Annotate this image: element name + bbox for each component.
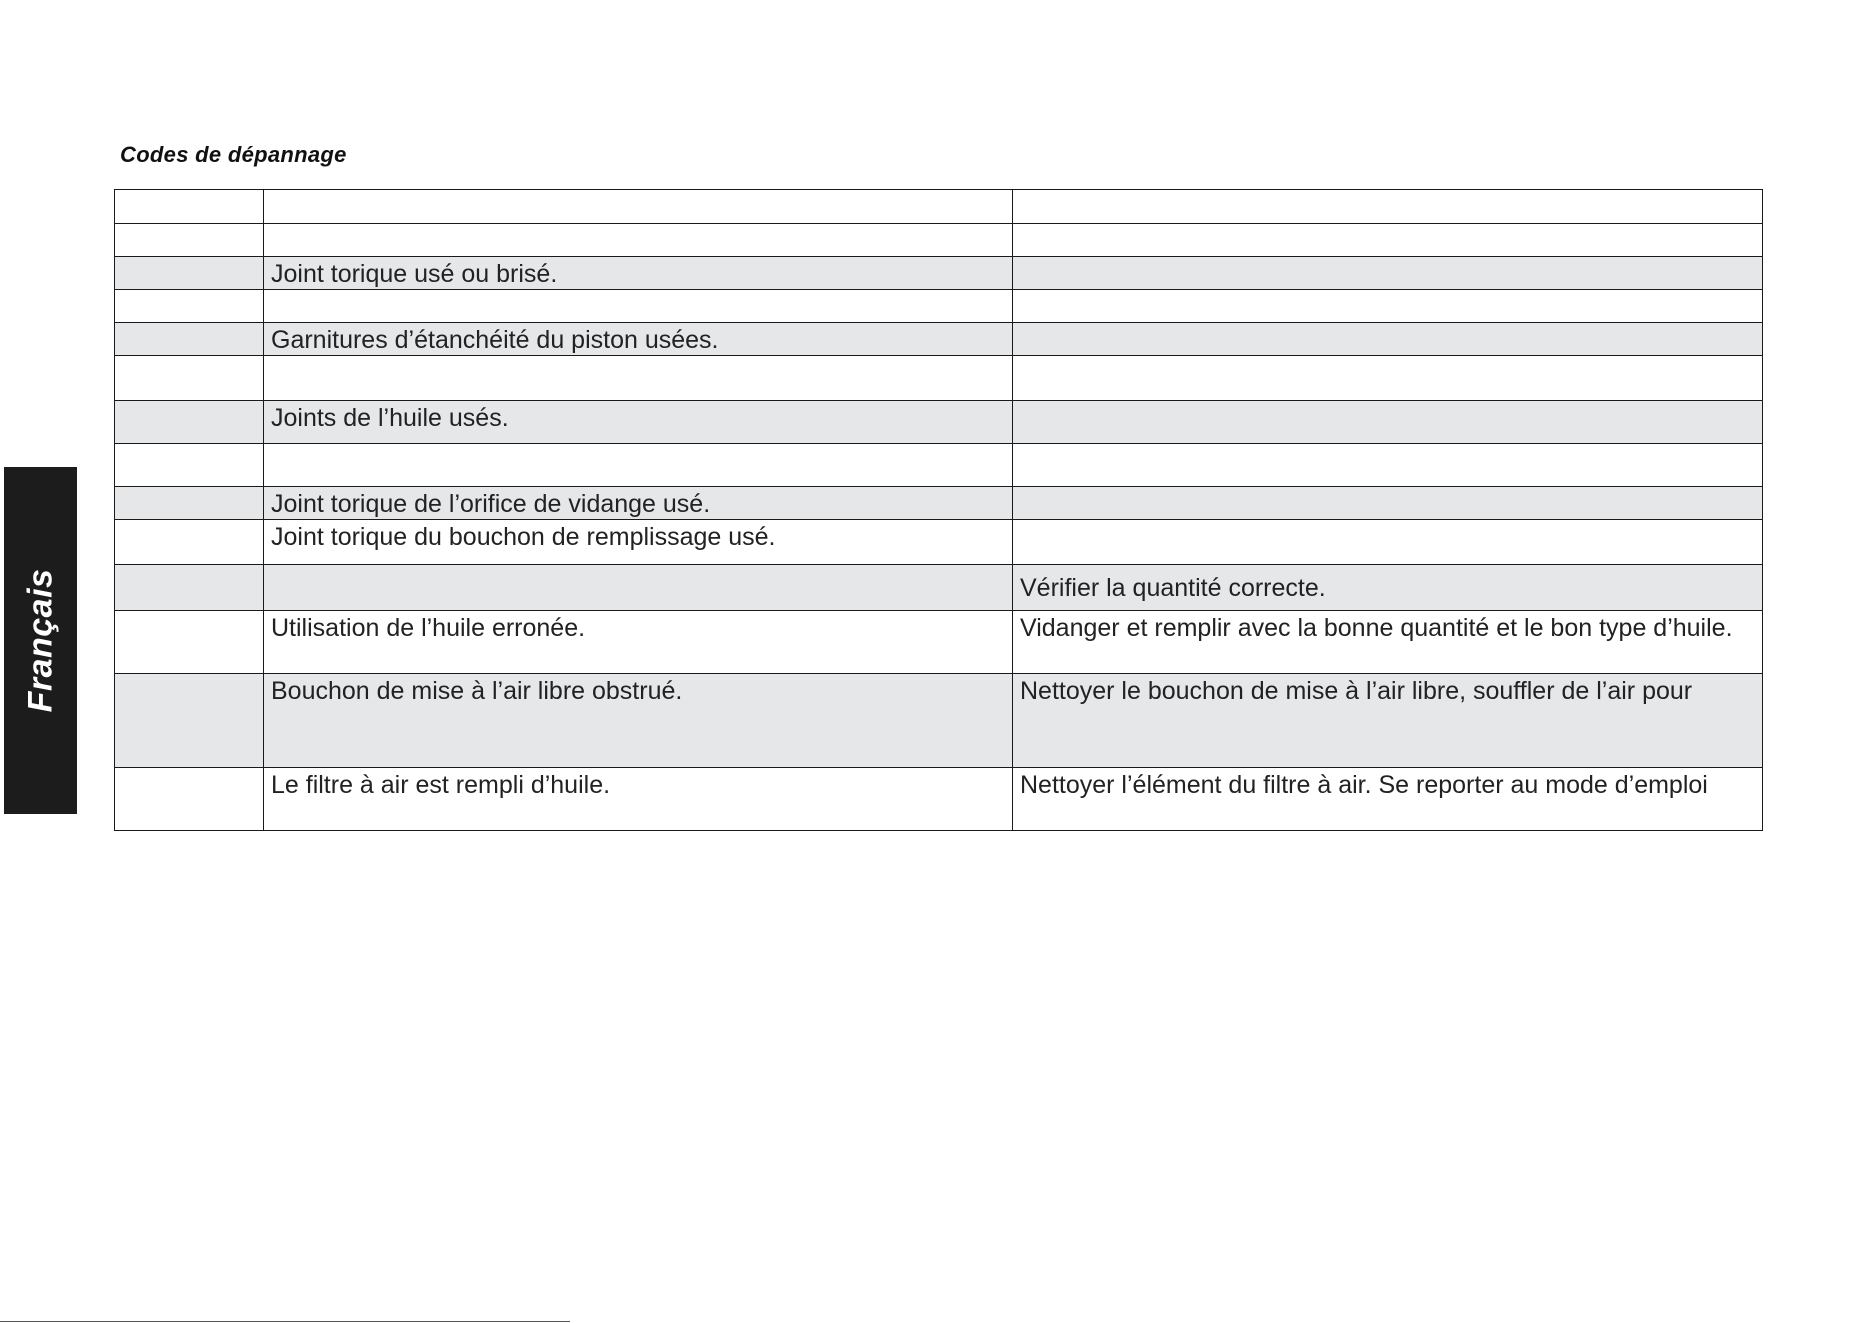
solution-cell [1013, 323, 1763, 356]
section-title: Codes de dépannage [120, 142, 347, 167]
code-cell [115, 356, 264, 401]
code-cell [115, 401, 264, 444]
table-row [115, 323, 1763, 356]
table-row [115, 520, 1763, 565]
solution-cell [1013, 444, 1763, 487]
code-cell [115, 487, 264, 520]
solution-cell [1013, 487, 1763, 520]
solution-cell [1013, 356, 1763, 401]
cause-cell: Joint torique de l’orifice de vidange usé. [264, 487, 1013, 520]
table-row [115, 356, 1763, 401]
table-row [115, 444, 1763, 487]
code-cell [115, 768, 264, 831]
code-cell [115, 565, 264, 611]
code-cell [115, 257, 264, 290]
code-cell [115, 674, 264, 768]
solution-cell: Nettoyer l’élément du filtre à air. Se reporter au mode d’emploi [1013, 768, 1763, 831]
cause-cell: Le filtre à air est rempli d’huile. [264, 768, 1013, 831]
table-row [115, 674, 1763, 768]
solution-cell: Vidanger et remplir avec la bonne quantité et le bon type d’huile. [1013, 611, 1763, 674]
table-row [115, 565, 1763, 611]
code-cell [115, 290, 264, 323]
solution-cell [1013, 190, 1763, 224]
cause-cell [264, 565, 1013, 611]
code-cell [115, 611, 264, 674]
cause-cell: Joint torique usé ou brisé. [264, 257, 1013, 290]
cause-cell [264, 224, 1013, 257]
language-tab-label: Français [21, 568, 60, 713]
cause-cell [264, 190, 1013, 224]
cause-cell: Garnitures d’étanchéité du piston usées. [264, 323, 1013, 356]
solution-cell: Vérifier la quantité correcte. [1013, 565, 1763, 611]
solution-cell [1013, 290, 1763, 323]
code-cell [115, 444, 264, 487]
table-row [115, 190, 1763, 224]
solution-cell [1013, 401, 1763, 444]
code-cell [115, 224, 264, 257]
table-row [115, 487, 1763, 520]
code-cell [115, 520, 264, 565]
cause-cell [264, 356, 1013, 401]
table-row [115, 224, 1763, 257]
table-row [115, 257, 1763, 290]
language-tab [4, 467, 77, 814]
cause-cell [264, 290, 1013, 323]
table-row [115, 611, 1763, 674]
solution-cell [1013, 520, 1763, 565]
cause-cell: Utilisation de l’huile erronée. [264, 611, 1013, 674]
cause-cell: Joint torique du bouchon de remplissage usé. [264, 520, 1013, 565]
troubleshooting-table [114, 189, 1763, 831]
table-row [115, 768, 1763, 831]
solution-cell [1013, 257, 1763, 290]
cause-cell: Bouchon de mise à l’air libre obstrué. [264, 674, 1013, 768]
table-row [115, 290, 1763, 323]
cause-cell [264, 444, 1013, 487]
code-cell [115, 323, 264, 356]
bottom-rule [0, 1321, 570, 1322]
cause-cell: Joints de l’huile usés. [264, 401, 1013, 444]
solution-cell [1013, 224, 1763, 257]
code-cell [115, 190, 264, 224]
solution-cell: Nettoyer le bouchon de mise à l’air libre, souffler de l’air pour [1013, 674, 1763, 768]
table-row [115, 401, 1763, 444]
